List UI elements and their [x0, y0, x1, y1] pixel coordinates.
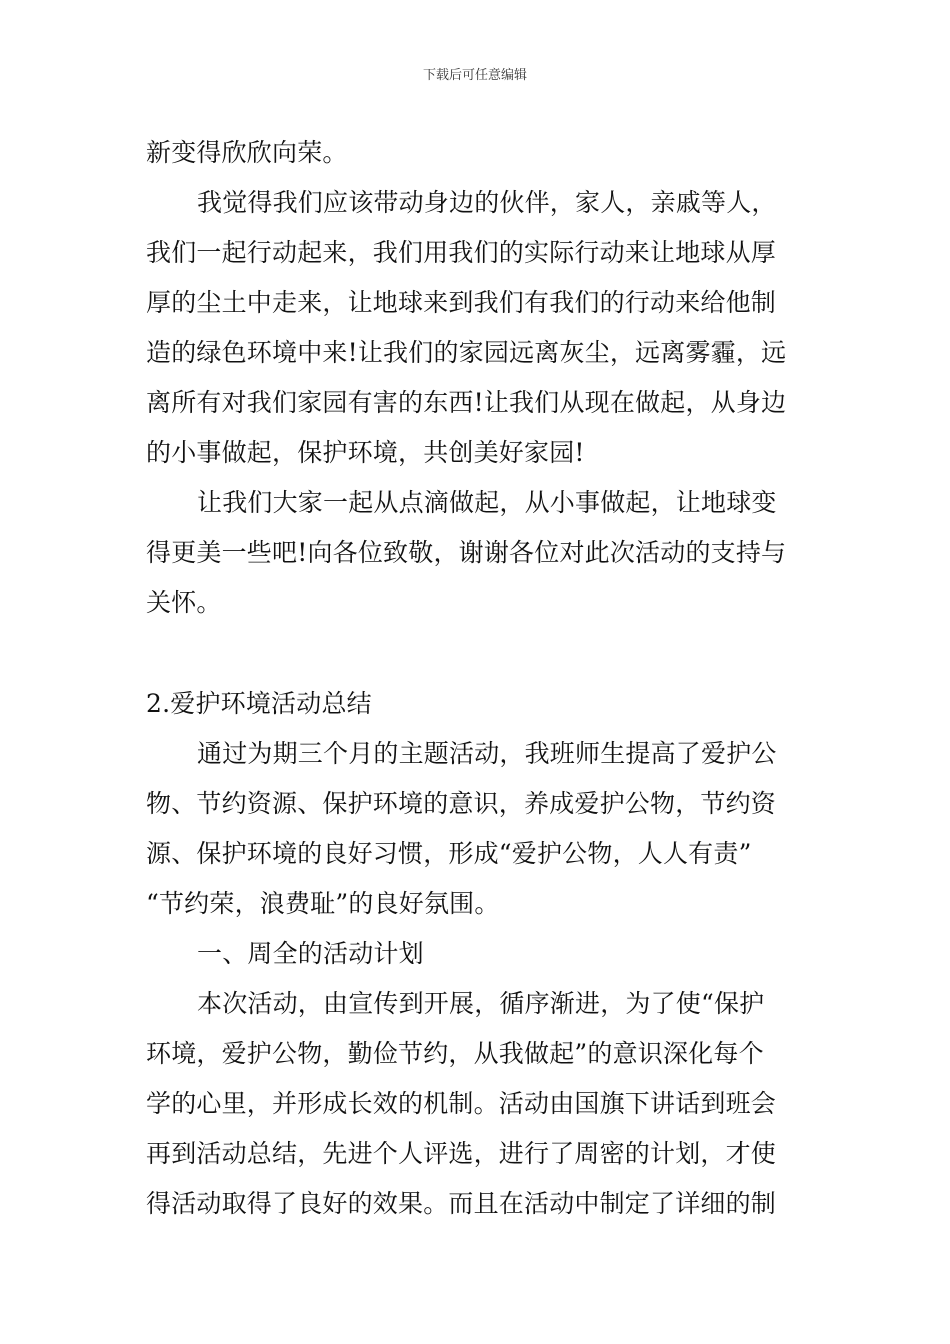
paragraph-line: 源、保护环境的良好习惯，形成“爱护公物，人人有责”: [146, 839, 752, 868]
paragraph-line: 我们一起行动起来，我们用我们的实际行动来让地球从厚: [146, 238, 777, 267]
paragraph-line: 让我们大家一起从点滴做起，从小事做起，让地球变: [197, 488, 777, 517]
paragraph-line: 通过为期三个月的主题活动，我班师生提高了爱护公: [197, 739, 777, 768]
section-heading: 2.爱护环境活动总结: [146, 689, 372, 718]
paragraph-line: “节约荣，浪费耻”的良好氛围。: [146, 889, 500, 918]
paragraph-line: 再到活动总结，先进个人评选，进行了周密的计划，才使: [146, 1139, 777, 1168]
paragraph-line: 我觉得我们应该带动身边的伙伴，家人，亲戚等人，: [197, 188, 777, 217]
page-header: 下载后可任意编辑: [422, 68, 527, 83]
paragraph-line: 厚的尘土中走来，让地球来到我们有我们的行动来给他制: [146, 288, 777, 317]
paragraph-line: 得活动取得了良好的效果。而且在活动中制定了详细的制: [146, 1189, 777, 1218]
document-body: [146, 128, 806, 1229]
paragraph-line: 的小事做起，保护环境，共创美好家园!: [146, 438, 585, 467]
paragraph-line: 离所有对我们家园有害的东西!让我们从现在做起，从身边: [146, 388, 787, 417]
paragraph-line: 新变得欣欣向荣。: [146, 138, 348, 167]
paragraph-line: 造的绿色环境中来!让我们的家园远离灰尘，远离雾霾，远: [146, 338, 787, 367]
section-gap: [146, 628, 806, 679]
paragraph-line: 学的心里，并形成长效的机制。活动由国旗下讲话到班会: [146, 1089, 777, 1118]
paragraph-line: 环境，爱护公物，勤俭节约，从我做起”的意识深化每个: [146, 1039, 764, 1068]
subsection-heading: 一、周全的活动计划: [197, 939, 424, 968]
paragraph-line: 得更美一些吧!向各位致敬，谢谢各位对此次活动的支持与: [146, 538, 787, 567]
paragraph-line: 物、节约资源、保护环境的意识，养成爱护公物，节约资: [146, 789, 777, 818]
paragraph-line: 关怀。: [146, 588, 222, 617]
paragraph-line: 本次活动，由宣传到开展，循序渐进，为了使“保护: [197, 989, 765, 1018]
